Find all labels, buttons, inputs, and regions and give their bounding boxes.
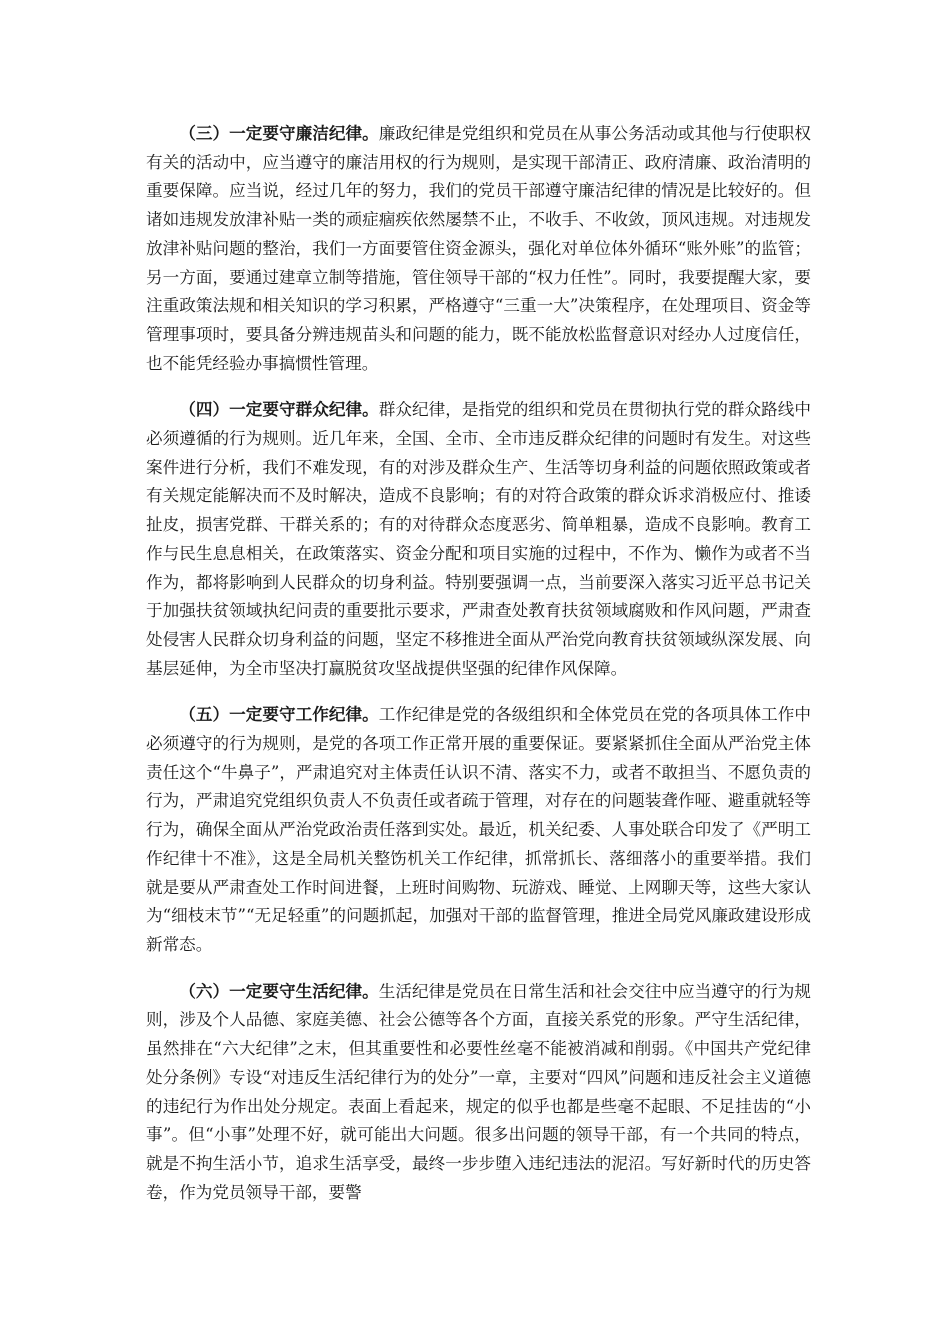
section-heading: （四）一定要守群众纪律。 [179, 399, 379, 420]
section-body: 工作纪律是党的各级组织和全体党员在党的各项具体工作中必须遵守的行为规则，是党的各项工作正常开展的重要保证。要紧紧抓住全面从严治党主体责任这个“牛鼻子”，严肃追究对主体责任认识不清、落实不力，或者不敢担当、不愿负责的行为，严肃追究党组织负责人不负责任或者疏于管理，对存在的问题装聋作哑、避重就轻等行为，确保全面从严治党政治责任落到实处。最近，机关纪委、人事处联合印发了《严明工作纪律十不准》，这是全局机关整饬机关工作纪律，抓常抓长、落细落小的重要举措。我们就是要从严肃查处工作时间进餐，上班时间购物、玩游戏、睡觉、上网聊天等，这些大家认为“细枝末节”“无足轻重”的问题抓起，加强对干部的监督管理，推进全局党风廉政建设形成新常态。 [146, 705, 811, 954]
section-body: 群众纪律，是指党的组织和党员在贯彻执行党的群众路线中必须遵循的行为规则。近几年来，全国、全市、全市违反群众纪律的问题时有发生。对这些案件进行分析，我们不难发现，有的对涉及群众生产、生活等切身利益的问题依照政策或者有关规定能解决而不及时解决，造成不良影响；有的对符合政策的群众诉求消极应付、推诿扯皮，损害党群、干群关系的；有的对待群众态度恶劣、简单粗暴，造成不良影响。教育工作与民生息息相关，在政策落实、资金分配和项目实施的过程中，不作为、懒作为或者不当作为，都将影响到人民群众的切身利益。特别要强调一点，当前要深入落实习近平总书记关于加强扶贫领域执纪问责的重要批示要求，严肃查处教育扶贫领域腐败和作风问题，严肃查处侵害人民群众切身利益的问题，坚定不移推进全面从严治党向教育扶贫领域纵深发展、向基层延伸，为全市坚决打赢脱贫攻坚战提供坚强的纪律作风保障。 [146, 400, 811, 678]
section-heading: （五）一定要守工作纪律。 [179, 704, 379, 725]
section-heading: （三）一定要守廉洁纪律。 [179, 123, 379, 143]
section-body: 廉政纪律是党组织和党员在从事公务活动或其他与行使职权有关的活动中，应当遵守的廉洁用权的行为规则，是实现干部清正、政府清廉、政治清明的重要保障。应当说，经过几年的努力，我们的党员干部遵守廉洁纪律的情况是比较好的。但诸如违规发放津补贴一类的顽症痼疾依然屡禁不止，不收手、不收敛，顶风违规。对违规发放津补贴问题的整治，我们一方面要管住资金源头，强化对单位体外循环“账外账”的监管；另一方面，要通过建章立制等措施，管住领导干部的“权力任性”。同时，我要提醒大家，要注重政策法规和相关知识的学习积累，严格遵守“三重一大”决策程序，在处理项目、资金等管理事项时，要具备分辨违规苗头和问题的能力，既不能放松监督意识对经办人过度信任，也不能凭经验办事搞惯性管理。 [146, 124, 811, 373]
document-page [146, 119, 811, 1224]
section-paragraph [146, 119, 811, 378]
section-heading: （六）一定要守生活纪律。 [179, 980, 379, 1001]
section-body: 生活纪律是党员在日常生活和社会交往中应当遵守的行为规则，涉及个人品德、家庭美德、社会公德等各个方面，直接关系党的形象。严守生活纪律，虽然排在“六大纪律”之末，但其重要性和必要性丝毫不能被消减和削弱。《中国共产党纪律处分条例》专设“对违反生活纪律行为的处分”一章，主要对“四风”问题和违反社会主义道德的违纪行为作出处分规定。表面上看起来，规定的似乎也都是些毫不起眼、不足挂齿的“小事”。但“小事”处理不好，就可能出大问题。很多出问题的领导干部，有一个共同的特点，就是不拘生活小节，追求生活享受，最终一步步堕入违纪违法的泥沼。写好新时代的历史答卷，作为党员领导干部，要警 [146, 981, 811, 1202]
section-paragraph [146, 700, 811, 959]
section-paragraph [146, 395, 811, 683]
section-paragraph [146, 977, 811, 1208]
